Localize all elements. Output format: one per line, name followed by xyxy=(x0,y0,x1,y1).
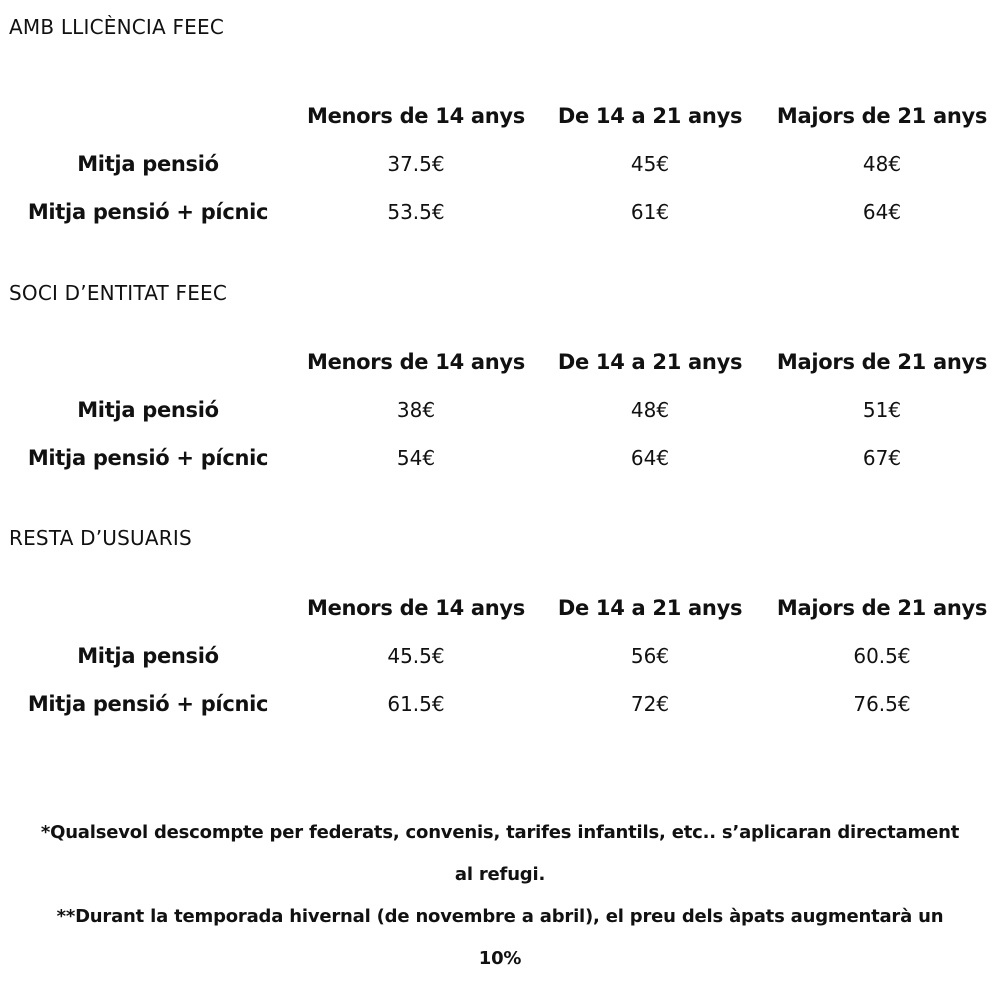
price-cell: 61€ xyxy=(630,200,670,224)
price-cell: 38€ xyxy=(396,398,436,422)
price-table-amb-llicencia xyxy=(0,92,1000,236)
header-empty-cell xyxy=(0,338,296,386)
section-title-soci-entitat: SOCI D’ENTITAT FEEC xyxy=(9,281,228,305)
row-label: Mitja pensió + pícnic xyxy=(27,200,269,224)
price-cell: 56€ xyxy=(630,644,670,668)
price-cell: 60.5€ xyxy=(853,644,911,668)
column-header-menors-14: Menors de 14 anys xyxy=(306,350,525,374)
price-table-resta-usuaris xyxy=(0,584,1000,728)
price-cell: 61.5€ xyxy=(387,692,445,716)
column-header-14-21: De 14 a 21 anys xyxy=(557,350,743,374)
section-title-resta-usuaris: RESTA D’USUARIS xyxy=(9,526,192,550)
footnote-winter-surcharge: **Durant la temporada hivernal (de novembre a abril), el preu dels àpats augmentarà un 10% xyxy=(56,906,944,969)
footnote-discounts: *Qualsevol descompte per federats, convenis, tarifes infantils, etc.. s’aplicaran directament al refugi. xyxy=(40,822,960,885)
price-cell: 51€ xyxy=(862,398,902,422)
column-header-majors-21: Majors de 21 anys xyxy=(776,596,988,620)
table-header-row xyxy=(0,92,1000,140)
footnotes xyxy=(0,812,1000,980)
row-label: Mitja pensió xyxy=(77,398,219,422)
table-row xyxy=(0,434,1000,482)
price-cell: 53.5€ xyxy=(387,200,445,224)
table-row xyxy=(0,632,1000,680)
price-cell: 76.5€ xyxy=(853,692,911,716)
table-row xyxy=(0,680,1000,728)
table-header-row xyxy=(0,338,1000,386)
header-empty-cell xyxy=(0,584,296,632)
price-cell: 64€ xyxy=(862,200,902,224)
price-cell: 64€ xyxy=(630,446,670,470)
table-row xyxy=(0,140,1000,188)
price-cell: 54€ xyxy=(396,446,436,470)
section-title-amb-llicencia: AMB LLICÈNCIA FEEC xyxy=(9,15,225,39)
column-header-majors-21: Majors de 21 anys xyxy=(776,350,988,374)
table-row xyxy=(0,188,1000,236)
price-cell: 48€ xyxy=(630,398,670,422)
row-label: Mitja pensió + pícnic xyxy=(27,692,269,716)
header-empty-cell xyxy=(0,92,296,140)
row-label: Mitja pensió xyxy=(77,152,219,176)
price-cell: 72€ xyxy=(630,692,670,716)
column-header-majors-21: Majors de 21 anys xyxy=(776,104,988,128)
price-cell: 45€ xyxy=(630,152,670,176)
price-cell: 37.5€ xyxy=(387,152,445,176)
price-cell: 67€ xyxy=(862,446,902,470)
column-header-menors-14: Menors de 14 anys xyxy=(306,104,525,128)
price-cell: 45.5€ xyxy=(387,644,445,668)
row-label: Mitja pensió xyxy=(77,644,219,668)
column-header-14-21: De 14 a 21 anys xyxy=(557,596,743,620)
row-label: Mitja pensió + pícnic xyxy=(27,446,269,470)
column-header-menors-14: Menors de 14 anys xyxy=(306,596,525,620)
table-row xyxy=(0,386,1000,434)
table-header-row xyxy=(0,584,1000,632)
price-cell: 48€ xyxy=(862,152,902,176)
price-table-soci-entitat xyxy=(0,338,1000,482)
column-header-14-21: De 14 a 21 anys xyxy=(557,104,743,128)
